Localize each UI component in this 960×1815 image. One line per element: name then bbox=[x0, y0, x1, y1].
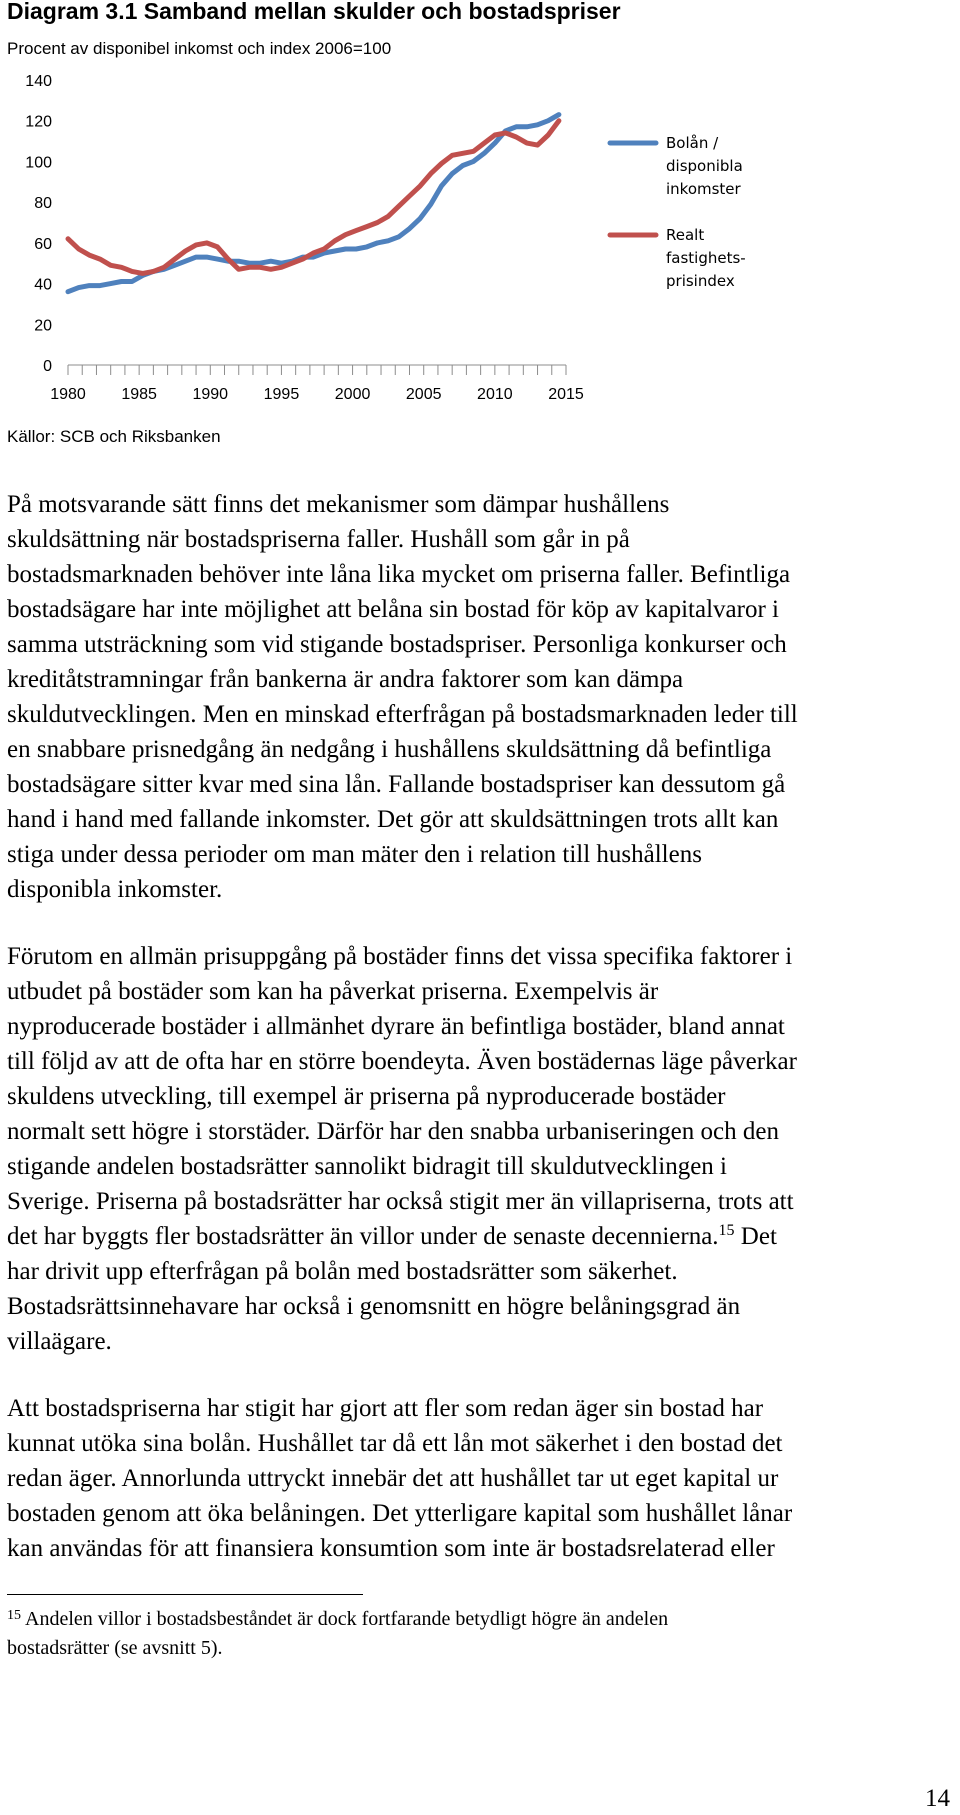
paragraph-3 bbox=[7, 1391, 952, 1566]
paragraph-line: bostadsägare sitter kvar med sina lån. Fallande bostadspriser kan dessutom gå bbox=[7, 771, 786, 798]
page-number: 14 bbox=[925, 1785, 950, 1812]
legend-label: disponibla bbox=[666, 157, 743, 175]
y-tick-label: 60 bbox=[34, 235, 52, 253]
series-lines bbox=[68, 115, 559, 292]
footnote-line bbox=[7, 1605, 952, 1634]
paragraph-line: skuldsättning när bostadspriserna faller. Hushåll som går in på bbox=[7, 526, 630, 553]
paragraph-line: Att bostadspriserna har stigit har gjort att fler som redan äger sin bostad har bbox=[7, 1395, 764, 1422]
x-tick-label: 2010 bbox=[477, 386, 513, 403]
chart-subtitle: Procent av disponibel inkomst och index 2006=100 bbox=[7, 39, 392, 58]
y-tick-label: 120 bbox=[25, 113, 52, 131]
legend-label: fastighets- bbox=[666, 249, 746, 267]
x-tick-label: 1995 bbox=[263, 386, 300, 403]
paragraph-line: Bostadsrättsinnehavare har också i genomsnitt en högre belåningsgrad än bbox=[7, 1293, 741, 1320]
paragraph-line: utbudet på bostäder som kan ha påverkat priserna. Exempelvis är bbox=[7, 978, 659, 1005]
chart-title: Diagram 3.1 Samband mellan skulder och bostadspriser bbox=[7, 0, 621, 24]
paragraph-line: till följd av att de ofta har en större boendeyta. Även bostädernas läge påverkar bbox=[7, 1048, 797, 1075]
x-axis bbox=[50, 365, 584, 403]
paragraph-line: Sverige. Priserna på bostadsrätter har också stigit mer än villapriserna, trots att bbox=[7, 1188, 794, 1215]
paragraph-line: samma utsträckning som vid stigande bostadspriser. Personliga konkurser och bbox=[7, 631, 787, 658]
paragraph-line-text: det har byggts fler bostadsrätter än villor under de senaste decennierna. bbox=[7, 1223, 719, 1250]
series-line-2 bbox=[68, 121, 559, 274]
legend-label: inkomster bbox=[666, 180, 741, 198]
x-tick-label: 1980 bbox=[50, 386, 86, 403]
footnote bbox=[7, 1605, 952, 1663]
paragraph-line-tail: Det bbox=[734, 1223, 777, 1250]
y-tick-label: 140 bbox=[25, 73, 52, 90]
paragraph-line: kreditåtstramningar från bankerna är andra faktorer som kan dämpa bbox=[7, 666, 684, 693]
x-tick-label: 2005 bbox=[405, 386, 442, 403]
paragraph-line: skuldutvecklingen. Men en minskad efterfrågan på bostadsmarknaden leder till bbox=[7, 701, 798, 728]
paragraph-line: redan äger. Annorlunda uttryckt innebär det att hushållet tar ut eget kapital ur bbox=[7, 1465, 779, 1492]
footnote-text: Andelen villor i bostadsbeståndet är dock fortfarande betydligt högre än andelen bbox=[25, 1608, 669, 1630]
legend-label: prisindex bbox=[666, 272, 735, 290]
footnote-line: bostadsrätter (se avsnitt 5). bbox=[7, 1637, 223, 1659]
paragraph-line-with-footnote bbox=[7, 1219, 952, 1254]
paragraph-line: kunnat utöka sina bolån. Hushållet tar då ett lån mot säkerhet i den bostad det bbox=[7, 1430, 783, 1457]
legend-label: Realt bbox=[666, 226, 705, 244]
legend bbox=[610, 134, 746, 290]
legend-label: Bolån / bbox=[666, 134, 719, 152]
y-tick-label: 0 bbox=[43, 358, 52, 375]
chart-source: Källor: SCB och Riksbanken bbox=[7, 427, 221, 446]
paragraph-1 bbox=[7, 487, 952, 907]
x-tick-label: 1985 bbox=[121, 386, 157, 403]
paragraph-line: stigande andelen bostadsrätter sannolikt bidragit till skuldutvecklingen i bbox=[7, 1153, 727, 1180]
paragraph-line: stiga under dessa perioder om man mäter den i relation till hushållens bbox=[7, 841, 702, 868]
x-tick-label: 2015 bbox=[548, 386, 584, 403]
paragraph-line: kan användas för att finansiera konsumtion som inte är bostadsrelaterad eller bbox=[7, 1535, 775, 1562]
paragraph-line: normalt sett högre i storstäder. Därför har den snabba urbaniseringen och den bbox=[7, 1118, 779, 1145]
y-tick-label: 20 bbox=[34, 317, 52, 335]
footnote-mark: 15 bbox=[7, 1608, 21, 1623]
y-tick-label: 80 bbox=[34, 195, 52, 213]
x-tick-label: 1990 bbox=[192, 386, 229, 403]
line-chart bbox=[0, 60, 760, 420]
paragraph-line: bostadsägare har inte möjlighet att belåna sin bostad för köp av kapitalvaror i bbox=[7, 596, 779, 623]
paragraph-2 bbox=[7, 939, 952, 1359]
footnote-reference[interactable]: 15 bbox=[718, 1222, 735, 1239]
y-tick-label: 100 bbox=[25, 154, 52, 172]
footnote-divider bbox=[7, 1594, 363, 1595]
paragraph-line: en snabbare prisnedgång än nedgång i hushållens skuldsättning då befintliga bbox=[7, 736, 772, 763]
paragraph-line: skuldens utveckling, till exempel är priserna på nyproducerade bostäder bbox=[7, 1083, 726, 1110]
paragraph-line: bostadsmarknaden behöver inte låna lika mycket om priserna faller. Befintliga bbox=[7, 561, 791, 588]
paragraph-line: hand i hand med fallande inkomster. Det gör att skuldsättningen trots allt kan bbox=[7, 806, 779, 833]
paragraph-line: Förutom en allmän prisuppgång på bostäder finns det vissa specifika faktorer i bbox=[7, 943, 793, 970]
y-tick-labels bbox=[25, 73, 52, 375]
paragraph-line: bostaden genom att öka belåningen. Det ytterligare kapital som hushållet lånar bbox=[7, 1500, 793, 1527]
paragraph-line: nyproducerade bostäder i allmänhet dyrare än befintliga bostäder, bland annat bbox=[7, 1013, 785, 1040]
y-tick-label: 40 bbox=[34, 276, 52, 294]
paragraph-line: disponibla inkomster. bbox=[7, 876, 223, 903]
paragraph-line: har drivit upp efterfrågan på bolån med bostadsrätter som säkerhet. bbox=[7, 1258, 678, 1285]
paragraph-line: villaägare. bbox=[7, 1328, 112, 1355]
x-tick-label: 2000 bbox=[334, 386, 371, 403]
paragraph-line: På motsvarande sätt finns det mekanismer som dämpar hushållens bbox=[7, 491, 670, 518]
